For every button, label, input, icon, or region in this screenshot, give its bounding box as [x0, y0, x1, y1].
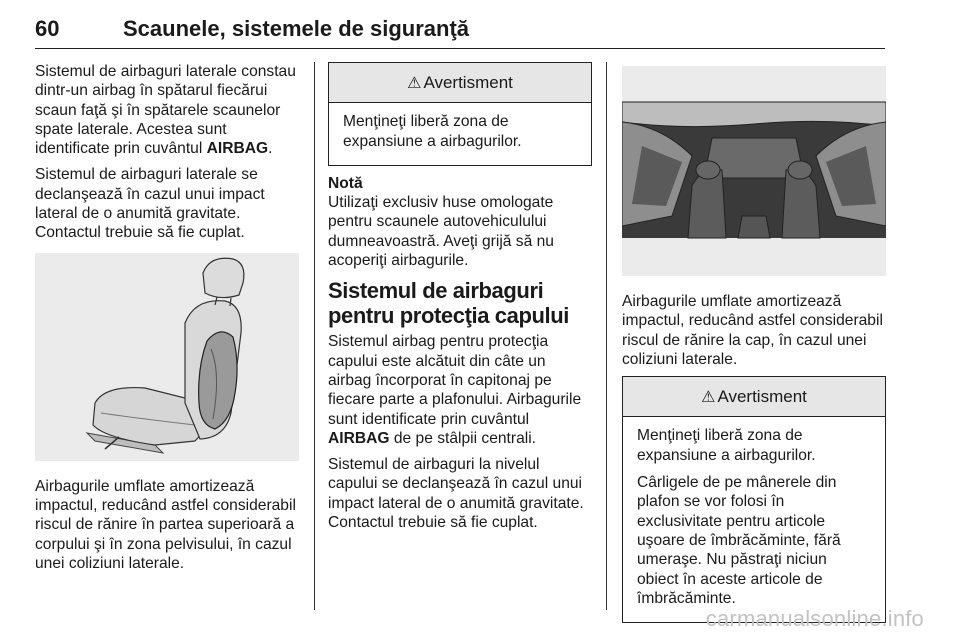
curtain-airbag-icon — [622, 66, 886, 276]
seat-airbag-icon — [35, 253, 299, 461]
warning-title: ⚠ Avertisment — [329, 63, 591, 103]
warning-triangle-icon: ⚠ — [407, 75, 422, 92]
warning-box — [328, 62, 592, 166]
warning-text: Menţineţi liberă zona de expansiune a airbagurilor. — [637, 427, 816, 464]
note-text: Utilizaţi exclusiv huse omologate pentru scaunele autovehiculului dumneavoastră. Aveţi grijă să nu acoperiţi airbagurile. — [328, 194, 554, 270]
paragraph: Sistemul de airbaguri laterale se declanşează în cazul unui impact lateral de o anumită gravitate. Contactul trebuie să fie cuplat. — [35, 166, 265, 242]
paragraph: Sistemul airbag pentru protecţia capului este alcătuit din câte un airbag încorporat în capitonaj pe fiecare parte a plafonului. Airbagurile sunt identificate prin cuvântul AIRBAG de pe stâlpii centrali. — [328, 333, 582, 447]
paragraph: Airbagurile umflate amortizează impactul, reducând astfel considerabil riscul de rănire în partea superioară a corpului şi în zona pelvisului, în cazul unei coliziuni laterale. — [35, 477, 296, 572]
warning-text: Menţineţi liberă zona de expansiune a airbagurilor. — [343, 113, 522, 150]
note-title: Notă — [328, 174, 363, 192]
curtain-airbag-illustration — [622, 66, 886, 276]
warning-title: ⚠ Avertisment — [623, 377, 885, 417]
watermark: carmanualsonline.info — [705, 606, 924, 631]
column-1 — [35, 62, 299, 580]
page-number: 60 — [35, 16, 60, 41]
warning-triangle-icon: ⚠ — [701, 389, 716, 407]
column-2 — [328, 62, 592, 539]
column-divider — [606, 62, 607, 610]
section-heading: Sistemul de airbaguri pentru protecţia capului — [328, 278, 569, 329]
column-3 — [622, 62, 886, 631]
page-header — [35, 8, 885, 49]
paragraph: Sistemul de airbaguri la nivelul capului se declanşează în cazul unui impact lateral de o anumită gravitate. Contactul trebuie să fie cuplat. — [328, 456, 584, 532]
warning-box — [622, 376, 886, 623]
paragraph: Airbagurile umflate amortizează impactul, reducând astfel considerabil riscul de rănire la cap, în cazul unei coliziuni laterale. — [622, 293, 883, 368]
seat-airbag-illustration — [35, 253, 299, 461]
warning-text: Cârligele de pe mânerele din plafon se vor folosi în exclusivitate pentru articole uşoare de îmbrăcăminte, fără umeraşe. Nu păstraţi niciun obiect în aceste articole de îmbrăcăminte. — [637, 474, 841, 607]
column-divider — [314, 62, 315, 610]
paragraph: Sistemul de airbaguri laterale constau dintr-un airbag în spătarul fiecărui scaun faţă şi în spătarele scaunelor spate laterale. Acestea sunt identificate prin cuvântul AIRBAG. — [35, 63, 296, 158]
chapter-title: Scaunele, sistemele de siguranţă — [123, 16, 470, 41]
